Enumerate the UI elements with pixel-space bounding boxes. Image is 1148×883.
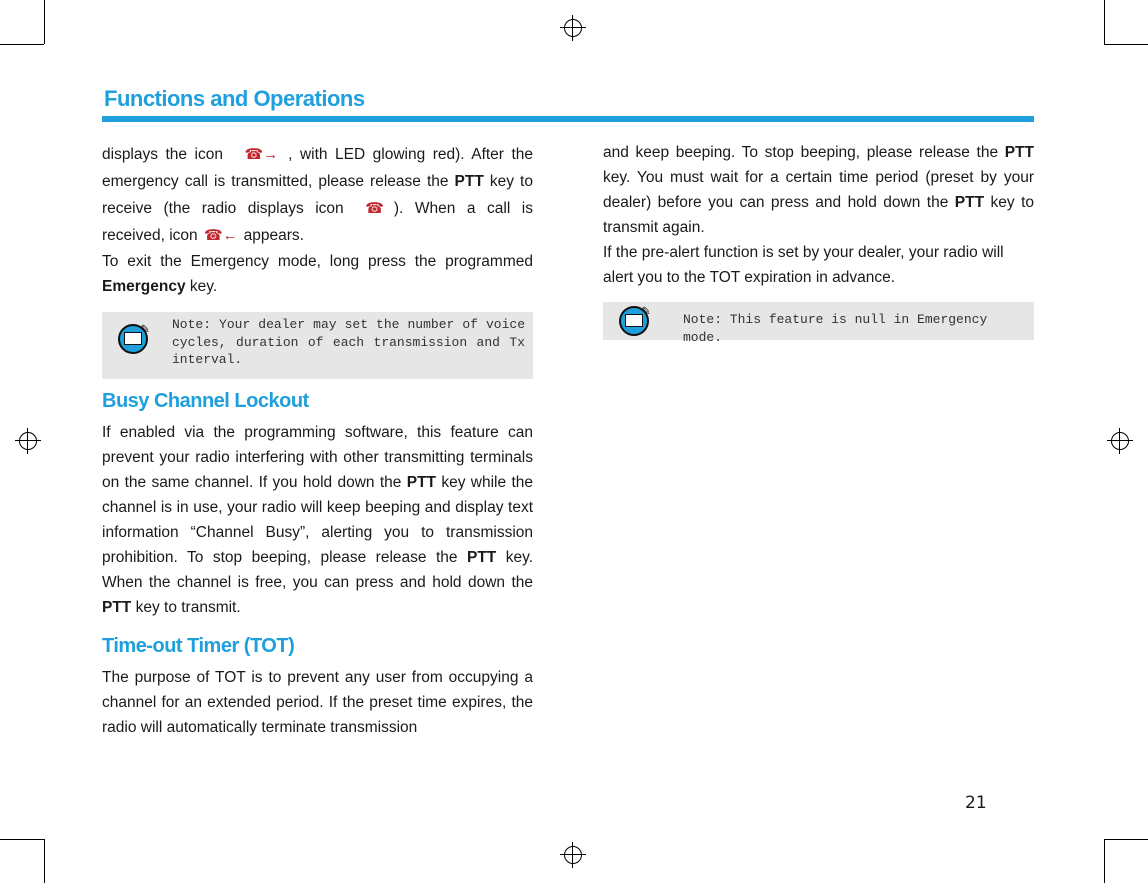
text: appears. xyxy=(243,227,304,244)
text: key. xyxy=(185,278,218,295)
crop-mark xyxy=(0,44,44,45)
page-title: Functions and Operations xyxy=(104,86,365,111)
crop-mark xyxy=(1104,839,1105,883)
bold-text: PTT xyxy=(466,549,497,566)
page-number: 21 xyxy=(965,793,987,813)
crop-mark xyxy=(0,839,44,840)
section-heading-time-out-timer: Time-out Timer (TOT) xyxy=(102,635,295,657)
note-box xyxy=(603,302,1034,345)
registration-mark-icon xyxy=(19,432,37,450)
bold-text: PTT xyxy=(454,173,484,190)
text: key to receive (the radio displays icon xyxy=(102,173,533,217)
note-icon: ✎ xyxy=(619,306,649,336)
text: displays the icon xyxy=(102,146,223,163)
paragraph xyxy=(603,140,1034,240)
paragraph: If the pre-alert function is set by your dealer, your radio will alert you to the TOT expiration in advance. xyxy=(603,244,1004,286)
text: and keep beeping. To stop beeping, please release the xyxy=(603,144,1005,161)
phone-incoming-icon: ☎← xyxy=(203,227,238,244)
title-rule xyxy=(102,116,1034,122)
phone-outgoing-icon: ☎→ xyxy=(244,146,279,163)
paragraph xyxy=(102,141,533,249)
note-text: Note: Your dealer may set the number of voice cycles, duration of each transmission and Tx interval. xyxy=(172,317,525,367)
crop-mark xyxy=(1104,839,1148,840)
text: key while the channel is in use, your radio will keep beeping and display text information “Channel Busy”, alerting you to transmission prohibition. To stop beeping, please release the xyxy=(102,474,533,566)
text: , with LED glowing red). After the emergency call is transmitted, please release the xyxy=(102,146,533,190)
text: key to transmit. xyxy=(131,599,241,616)
text: If enabled via the programming software, this feature can prevent your radio interfering with other transmitting terminals on the same channel. If you hold down the xyxy=(102,424,533,491)
text: key to transmit again. xyxy=(603,194,1034,236)
registration-mark-icon xyxy=(1111,432,1129,450)
crop-mark xyxy=(1104,44,1148,45)
phone-icon: ☎ xyxy=(365,200,384,217)
right-column xyxy=(603,140,1034,345)
text: key. You must wait for a certain time period (preset by your dealer) before you can press and hold down the xyxy=(603,169,1034,211)
bold-text: Emergency xyxy=(102,278,186,295)
text: ). When a call is received, icon xyxy=(102,200,533,244)
crop-mark xyxy=(44,839,45,883)
text: key. When the channel is free, you can press and hold down the xyxy=(102,549,534,591)
text: To exit the Emergency mode, long press the programmed xyxy=(102,253,533,270)
note-box xyxy=(102,312,533,379)
note-icon: ✎ xyxy=(118,324,148,354)
registration-mark-icon xyxy=(564,846,582,864)
crop-mark xyxy=(1104,0,1105,44)
paragraph xyxy=(102,420,533,620)
bold-text: PTT xyxy=(406,474,437,491)
paragraph: The purpose of TOT is to prevent any user from occupying a channel for an extended period. If the preset time expires, the radio will automatically terminate transmission xyxy=(102,669,533,736)
bold-text: PTT xyxy=(954,194,985,211)
registration-mark-icon xyxy=(564,19,582,37)
crop-mark xyxy=(44,0,45,44)
note-text: Note: This feature is null in Emergency mode. xyxy=(683,312,988,345)
bold-text: PTT xyxy=(1004,144,1034,161)
left-column xyxy=(102,141,533,740)
paragraph xyxy=(102,249,533,299)
section-heading-busy-channel-lockout: Busy Channel Lockout xyxy=(102,390,309,412)
bold-text: PTT xyxy=(102,599,132,616)
